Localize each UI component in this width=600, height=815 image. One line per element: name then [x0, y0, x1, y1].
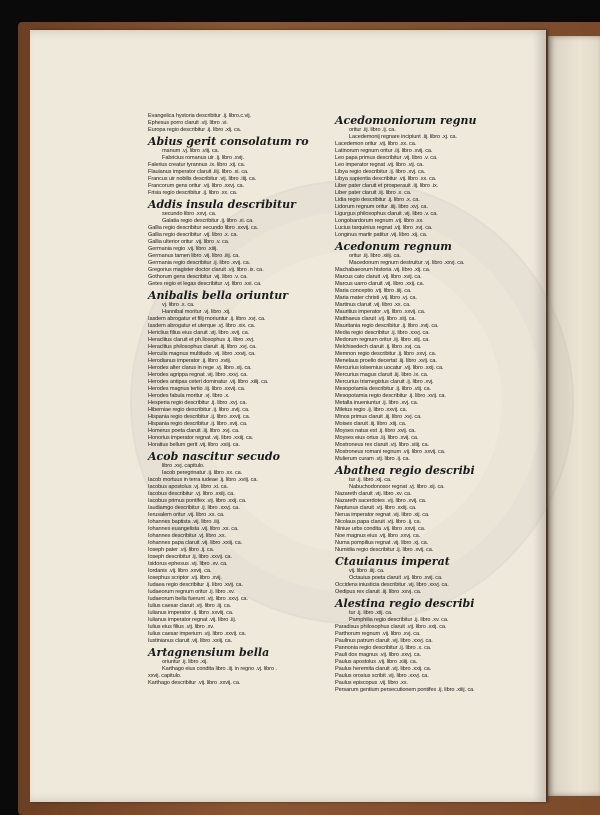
- index-entry: Paulinus patrum claruit .vij. libro .xxvj. ca.: [335, 638, 433, 644]
- index-entry: Moyses natus est .ij. libro .xvij. ca.: [335, 428, 416, 434]
- index-entry: Macedonum regnum destruitur .vj. libro .xxvj. ca.: [349, 260, 465, 266]
- index-entry: Iulius caesar imperium .vij. libro .xxvij. ca.: [148, 631, 246, 637]
- index-entry: Heraclitus philosophus claruit .iij. libro .xvj. ca.: [148, 344, 257, 350]
- index-entry: Libya sapientia describitur .vij. libro .xx. ca.: [335, 176, 437, 182]
- index-heading: Ctauianus imperat: [335, 555, 450, 568]
- index-column-left: [148, 113, 333, 687]
- index-entry: Lidorum regnum oritur .iiij. libro .xvj. ca.: [335, 204, 428, 210]
- index-entry: Homerus poeta claruit .iij. libro .xvj. ca.: [148, 428, 240, 434]
- index-entry: Honorius imperator regnat .vij. libro .xxiij. ca.: [148, 435, 254, 441]
- index-entry: Mesopotamia regio describitur .ij. libro .xvij. ca.: [335, 393, 446, 399]
- index-entry: Gallia regio describitur .vij. libro .x. ca.: [148, 232, 238, 238]
- index-entry: Iulius eius filius .vij. libro .xv.: [148, 624, 215, 630]
- index-entry: Flauianus imperator claruit .iiij. libro .xi. ca.: [148, 169, 249, 175]
- facing-page-edge: [548, 36, 600, 796]
- index-entry: Nazareth sacerdotes .vij. libro .xvij. ca.: [335, 498, 427, 504]
- index-heading: Abius gerit consolatum ro: [148, 135, 309, 148]
- index-entry: Longinus martir patitur .vij. libro .xij. ca.: [335, 232, 428, 238]
- index-entry: Iacobus describitur .vj. libro .xxiij. ca.: [148, 491, 235, 497]
- index-entry: Longobardorum regnum .vij. libro .xx.: [335, 218, 424, 224]
- index-entry: Nazareth claruit .vij. libro .xv. ca.: [335, 491, 412, 497]
- index-entry: Iacob peregrinatur .ij. libro .xx. ca.: [162, 470, 243, 476]
- index-entry: Neptunus claruit .vij. libro .xxiij. ca.: [335, 505, 417, 511]
- index-heading: Acedonum regnum: [335, 240, 452, 253]
- index-entry: Leo papa primus describitur .vij. libro .v. ca.: [335, 155, 438, 161]
- index-heading: Acob nascitur secudo: [148, 450, 280, 463]
- index-entry: xxvij. capitulo.: [148, 673, 182, 679]
- index-entry: Machabaeorum historia .vij. libro .xij. ca.: [335, 267, 431, 273]
- index-entry: Persarum gentium persecutionem pontifex .ij. libro .xiiij. ca.: [335, 687, 475, 693]
- index-entry: Iacobus apostolus .vj. libro .xi. ca.: [148, 484, 228, 490]
- index-entry: Lucius tarquinius regnat .vij. libro .xvj. ca.: [335, 225, 433, 231]
- index-entry: Iosephus scriptor .vij. libro .xvij.: [148, 575, 222, 581]
- index-entry: Ierusalem oritur .vij. libro .xx. ca.: [148, 512, 225, 518]
- index-entry: Pauli dos magnus .vij. libro .xxvj. ca.: [335, 652, 421, 658]
- index-entry: Ephesus porro claruit .vij. libro .vi.: [148, 120, 228, 126]
- index-entry: Iasdem abrogatur et uterque .vj. libro .xix. ca.: [148, 323, 256, 329]
- index-entry: Lacedemon oritur .vij. libro .xx. ca.: [335, 141, 417, 147]
- index-entry: Hesperia regio describitur .ij. libro .xvj. ca.: [148, 400, 247, 406]
- index-entry: Mesopotamia describitur .ij. libro .viij. ca.: [335, 386, 431, 392]
- index-entry: Lidia regio describitur .ij. libro .x. ca.: [335, 197, 420, 203]
- index-entry: Mauritania regio describitur .ij. libro .xvij. ca.: [335, 323, 439, 329]
- index-entry: Matthaeus claruit .vij. libro .xiij. ca.: [335, 316, 416, 322]
- index-entry: Occidens iniusticia describitur .vij. libro .xxvj. ca.: [335, 582, 449, 588]
- index-entry: Ioseph describitur .ij. libro .xxvij. ca.: [148, 554, 232, 560]
- index-entry: Iasdem abrogatur et filij moriuntur .ij. libro .xvj. ca.: [148, 316, 266, 322]
- index-entry: Mercurius magus claruit .iij. libro .ix. ca.: [335, 372, 429, 378]
- index-entry: Martinus claruit .vij. libro .xx. ca.: [335, 302, 411, 308]
- index-entry: Herculis magnus multitudo .vij. libro .xxvij. ca.: [148, 351, 256, 357]
- index-entry: Paulus heremita claruit .vij. libro .xxij. ca.: [335, 666, 432, 672]
- index-entry: Liber pater claruit .iij. libro .x. ca.: [335, 190, 412, 196]
- index-entry: Marcus uarro claruit .vij. libro .xxij. ca.: [335, 281, 424, 287]
- index-entry: Latinorum regnum oritur .iij. libro .xvij. ca.: [335, 148, 433, 154]
- index-entry: Iordanis .vij. libro .xxvij. ca.: [148, 568, 212, 574]
- index-entry: Maria mater christi .vij. libro .vj. ca.: [335, 295, 417, 301]
- index-entry: oritur .iij. libro .ij. ca.: [349, 127, 396, 133]
- index-entry: Moyses eius ortus .iij. libro .xvij. ca.: [335, 435, 419, 441]
- index-heading: Anibalis bella oriuntur: [148, 289, 289, 302]
- index-entry: Numidia regio describitur .ij. libro .xvij. ca.: [335, 547, 434, 553]
- index-column-right: [335, 113, 530, 694]
- index-entry: Octauius poeta claruit .vij. libro .xvij. ca.: [349, 575, 443, 581]
- index-entry: Iudaea regio describitur .ij. libro .xvij. ca.: [148, 582, 243, 588]
- index-entry: Hispania regio describitur .ij. libro .xxvij. ca.: [148, 414, 251, 420]
- index-entry: oriuntur .ij. libro .xij.: [162, 659, 208, 665]
- index-entry: Europa regio describitur .ij. libro .xij. ca.: [148, 127, 242, 133]
- index-entry: Numa pompilius regnat .vij. libro .xj. ca.: [335, 540, 429, 546]
- index-entry: Francus uir nobilis describitur .vij. libro .iiij. ca.: [148, 176, 257, 182]
- index-entry: Medorum regnum oritur .iij. libro .xiij. ca.: [335, 337, 430, 343]
- index-entry: Germania regio describitur .ij. libro .xvij. ca.: [148, 260, 251, 266]
- index-entry: Marcus cato claruit .vij. libro .xvij. ca.: [335, 274, 422, 280]
- index-entry: Iohannes euangelista .vij. libro .xx. ca.: [148, 526, 239, 532]
- index-heading: Addis insula describitur: [148, 198, 296, 211]
- index-entry: Media regio describitur .ij. libro .xxvj. ca.: [335, 330, 430, 336]
- index-entry: Gregorius magister doctor claruit .vij. libro .ix. ca.: [148, 267, 264, 273]
- index-entry: secundo libro .xxvj. ca.: [162, 211, 217, 217]
- index-entry: Falerius creatur tyrannus .ix. libro .xij. ca.: [148, 162, 246, 168]
- index-entry: Nerua imperator regnat .vij. libro .xij. ca.: [335, 512, 430, 518]
- index-entry: Noe magnus eius .vij. libro .xxvj. ca.: [335, 533, 421, 539]
- index-entry: Maria conceptio .vij. libro .iiij. ca.: [335, 288, 412, 294]
- index-entry: Paulus apostolus .vij. libro .xiiij. ca.: [335, 659, 418, 665]
- index-entry: Oedipus rex claruit .iij. libro .xxvj. ca.: [335, 589, 422, 595]
- index-entry: Hericlius filius eius claruit .vij. libro .xvij. ca.: [148, 330, 250, 336]
- index-entry: Iohannes describitur .vj. libro .xx.: [148, 533, 226, 539]
- index-entry: Paradisus philosophus claruit .vij. libro .xxij. ca.: [335, 624, 447, 630]
- index-entry: Frisia regio describitur .ij. libro .xx. ca.: [148, 190, 238, 196]
- index-entry: Iulianus imperator regnat .vij. libro .iij.: [148, 617, 237, 623]
- index-entry: Iulianus imperator .ij. libro .xxviij. ca.: [148, 610, 234, 616]
- index-entry: Mauritius imperator .vij. libro .xxvij. ca.: [335, 309, 426, 315]
- index-entry: Moises claruit .iij. libro .xiij. ca.: [335, 421, 407, 427]
- index-entry: Niniue urbs condita .vij. libro .xxvij. ca.: [335, 526, 426, 532]
- index-entry: Iudaeorum regnum oritur .ij. libro .xv.: [148, 589, 235, 595]
- index-entry: vij. libro .iiij. ca.: [349, 568, 385, 574]
- index-entry: Horatius bellum gerit .vij. libro .xxiij. ca.: [148, 442, 240, 448]
- index-entry: oritur .iij. libro .xiiij. ca.: [349, 253, 401, 259]
- index-entry: Iudaeorum bella fuerunt .vij. libro .xxvj. ca.: [148, 596, 248, 602]
- index-entry: Parthorum regnum .vij. libro .xvj. ca.: [335, 631, 421, 637]
- index-entry: Memnon regio describitur .ij. libro .xxvj. ca.: [335, 351, 437, 357]
- index-entry: Metalla inueniuntur .ij. libro .xvj. ca.: [335, 400, 419, 406]
- index-entry: Paulus orosius scribit .vij. libro .xxvj. ca.: [335, 673, 429, 679]
- index-entry: Fabricius romanus uir .ij. libro .xvij.: [162, 155, 244, 161]
- index-entry: Ligurgus philosophus claruit .vij. libro .v. ca.: [335, 211, 438, 217]
- index-entry: vj. libro .x. ca.: [162, 302, 195, 308]
- index-entry: Nicolaus papa claruit .vij. libro .ij. ca.: [335, 519, 421, 525]
- index-entry: Iustinianus claruit .vij. libro .xxiij. ca.: [148, 638, 232, 644]
- index-entry: Iulius caesar claruit .vij. libro .iij. ca.: [148, 603, 232, 609]
- index-entry: Iohannes baptista .vij. libro .iiij.: [148, 519, 221, 525]
- index-entry: Germania regio .vij. libro .xiiij.: [148, 246, 218, 252]
- index-entry: Lacedemonij regnare incipiunt .iij. libro .xj. ca.: [349, 134, 457, 140]
- index-entry: Getes regio et legas describitur .vj. libro .xxi. ca.: [148, 281, 262, 287]
- index-entry: Gallia ulterior oritur .vij. libro .v. ca.: [148, 239, 230, 245]
- index-entry: Leo imperator regnat .vij. libro .vij. ca.: [335, 162, 424, 168]
- index-entry: Mostroneus romani regnum .vij. libro .xxvij. ca.: [335, 449, 446, 455]
- index-entry: Mercurius iolsemius uocatur .vij. libro .xxij. ca.: [335, 365, 444, 371]
- index-entry: Hannibal moritur .vj. libro .xij.: [162, 309, 231, 315]
- index-entry: Liber pater claruit et prosperauit .iij. libro .ix.: [335, 183, 439, 189]
- index-entry: Miletus regio .ij. libro .xxvij. ca.: [335, 407, 407, 413]
- index-entry: Libya regio describitur .ij. libro .xvj. ca.: [335, 169, 426, 175]
- index-entry: Mulierum curam .vij. libro .ij. ca.: [335, 456, 410, 462]
- index-entry: Herodes antipas ceteri dominatur .vij. libro .xiiij. ca.: [148, 379, 269, 385]
- index-heading: Alestina regio describi: [335, 597, 475, 610]
- index-entry: Nabuchodonosor regnat .vj. libro .xij. ca.: [349, 484, 445, 490]
- index-entry: Gallia regio describitur secundo libro .xxvij. ca.: [148, 225, 259, 231]
- index-entry: Karthago describitur .vij. libro .xxvij. ca.: [148, 680, 241, 686]
- index-entry: Iohannes papa claruit .vij. libro .xxiij. ca.: [148, 540, 243, 546]
- index-entry: Paulus episcopus .vij. libro .xx.: [335, 680, 408, 686]
- index-entry: Heraclitus claruit et ph.llosophus .ij. libro .xvj.: [148, 337, 255, 343]
- index-entry: Iacobus primus pontifex .vij. libro .xxij. ca.: [148, 498, 247, 504]
- index-heading: Acedomoniorum regnu: [335, 114, 477, 127]
- index-entry: Mercurius trismegistus claruit .ij. libro .xvj.: [335, 379, 434, 385]
- index-entry: tur .ij. libro .xiij. ca.: [349, 610, 393, 616]
- index-entry: manum .vj. libro .viij. ca.: [162, 148, 219, 154]
- index-entry: libro .xvj. capitulo.: [162, 463, 205, 469]
- index-entry: Hispania regio describitur .ij. libro .xvij. ca.: [148, 421, 248, 427]
- index-entry: Herodes magnus tertio .iij. libro .xxvij. ca.: [148, 386, 246, 392]
- index-entry: Herodianus imperator .ij. libro .xviij.: [148, 358, 232, 364]
- index-entry: Hiberniae regio describitur .ij. libro .xvij. ca.: [148, 407, 250, 413]
- index-heading: Artagnensium bella: [148, 646, 270, 659]
- index-entry: Germanus tamen libro .vij. libro .iiij. ca.: [148, 253, 240, 259]
- index-entry: Herodes agrippa regnat .vij. libro .xxvj. ca.: [148, 372, 248, 378]
- index-entry: Menelaus proelio decertat .iij. libro .xvij. ca.: [335, 358, 437, 364]
- index-entry: Herodes alter clarus in rege .vj. libro .xij. ca.: [148, 365, 252, 371]
- index-entry: Pamphilia regio describitur .ij. libro .xv. ca.: [349, 617, 449, 623]
- index-entry: Iacob mortuus in terra iudeae .ij. libro .xviij. ca.: [148, 477, 258, 483]
- index-entry: Ioseph pater .vij. libro .ij. ca.: [148, 547, 215, 553]
- index-entry: Gothorum gens describitur .vij. libro .v. ca.: [148, 274, 248, 280]
- index-entry: Melchisedech claruit .ij. libro .xvj. ca.: [335, 344, 422, 350]
- index-entry: Evangelica hystoria describitur .ij. libro.c.vij.: [148, 113, 251, 119]
- index-entry: Iaudiamgo describitur .ij. libro .xxvj. ca.: [148, 505, 240, 511]
- index-entry: Pannonia regio describitur .ij. libro .x. ca.: [335, 645, 432, 651]
- index-entry: Francorum gens oritur .vij. libro .xxvj. ca.: [148, 183, 245, 189]
- index-entry: Herodes fabula moritur .vj. libro .x.: [148, 393, 230, 399]
- index-entry: Minos primus claruit .iij. libro .xvj. ca.: [335, 414, 422, 420]
- index-heading: Abathea regio describi: [335, 464, 475, 477]
- index-entry: Isidorus ephesus .vij. libro .xv. ca.: [148, 561, 228, 567]
- index-entry: tur .ij. libro .xij. ca.: [349, 477, 392, 483]
- index-entry: Galatia regio describitur .ij. libro .xi. ca.: [162, 218, 254, 224]
- index-entry: Mostroneus rex claruit .vij. libro .xiiij. ca.: [335, 442, 429, 448]
- index-entry: Karthago eius condita libro .iij. in regno .vj. libro .: [162, 666, 277, 672]
